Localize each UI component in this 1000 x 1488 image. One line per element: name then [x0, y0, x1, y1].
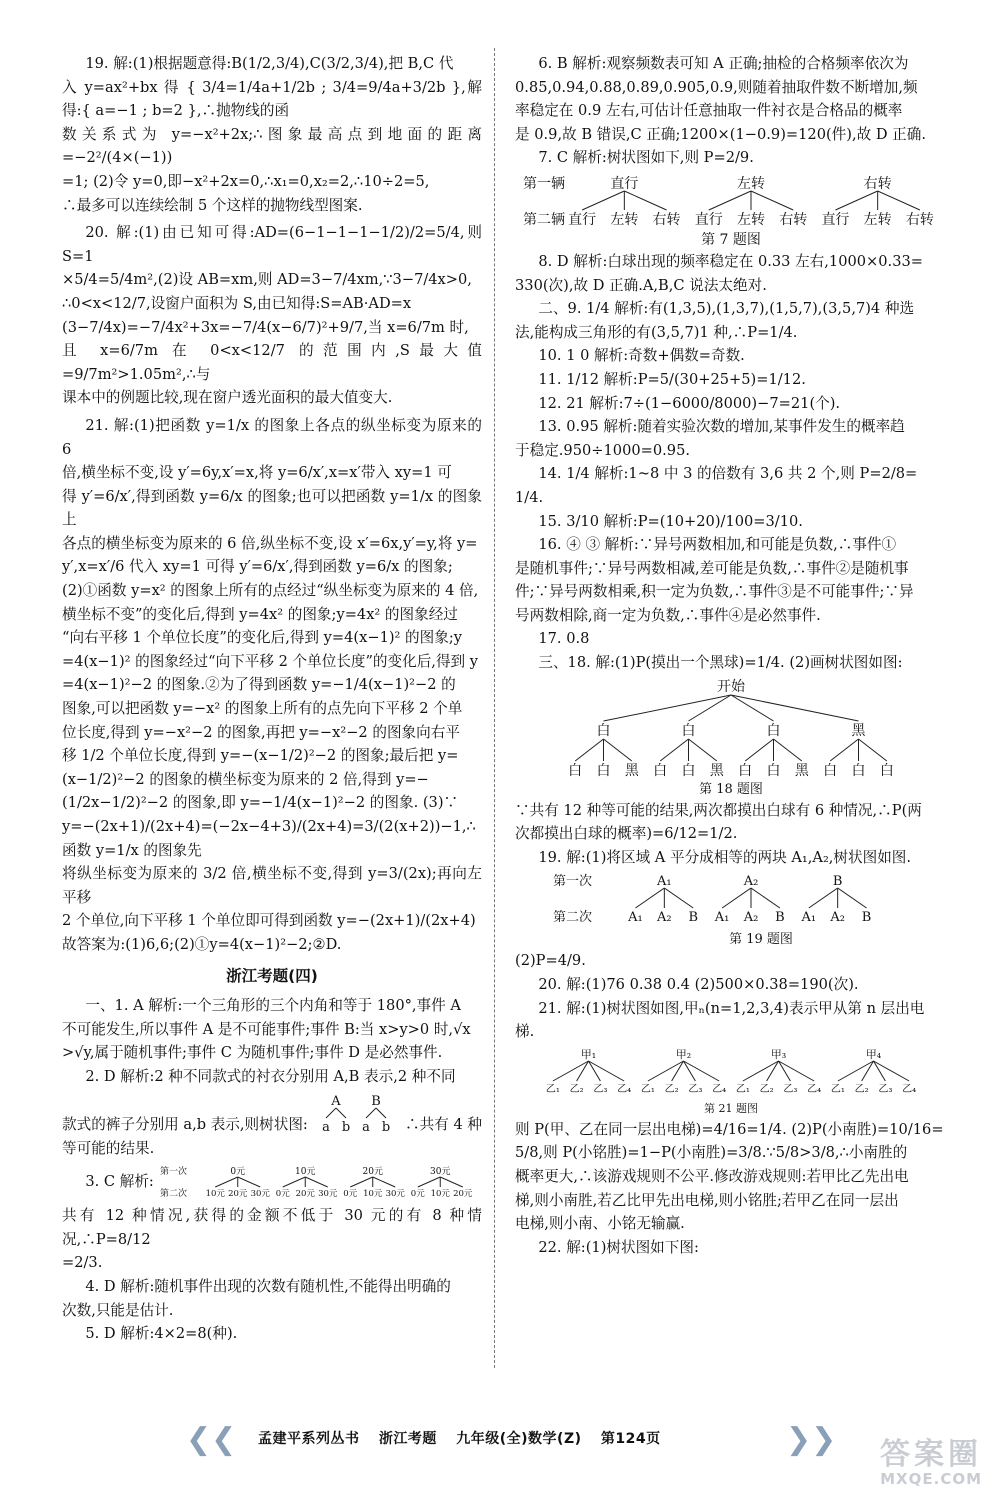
- text-line: 数关系式为 y=−x²+2x;∴图象最高点到地面的距离=−2²/(4×(−1)): [62, 125, 482, 167]
- solution-20: [62, 221, 482, 410]
- text-line: (x−1/2)²−2 的图象的横坐标变为原来的 2 倍,得到 y=−: [62, 770, 429, 788]
- tree-node: 甲₄: [865, 1047, 882, 1061]
- solution-21-right: [515, 997, 947, 1236]
- tree-leaf: 右转: [905, 211, 934, 228]
- tree-branch: [838, 1061, 874, 1081]
- text-line: 梯,则小南胜,若乙比甲先出电梯,则小铭胜;若甲乙在同一层出: [515, 1191, 899, 1209]
- tree-branch: [722, 888, 751, 908]
- tree-leaf: 0元: [410, 1189, 425, 1200]
- text-line: ∴最多可以连续绘制 5 个这样的抛物线型图案.: [62, 196, 363, 214]
- tree-leaf: 0元: [343, 1189, 358, 1200]
- solution-20-right: 20. 解:(1)76 0.38 0.4 (2)500×0.38=190(次).: [538, 976, 859, 994]
- solution-18: [515, 651, 947, 846]
- tree-branch: [648, 1061, 684, 1081]
- solution-21: [62, 414, 482, 957]
- tree-leaf: 直行: [568, 211, 597, 228]
- tree-branch: [336, 1108, 346, 1118]
- tree-root: 开始: [717, 678, 745, 695]
- text-line: 19. 解:(1)将区域 A 平分成相等的两块 A₁,A₂,树状图如图.: [538, 848, 912, 866]
- text-line: 5/8,则 P(小铭胜)=1−P(小南胜)=3/8.∵5/8>3/8,∴小南胜的: [515, 1144, 908, 1162]
- text-line: 将纵坐标变为原来的 3/2 倍,横坐标不变,得到 y=3/(2x);再向左平移: [62, 865, 482, 906]
- tree-leaf: 左转: [737, 211, 765, 228]
- tree-branch: [440, 1177, 463, 1187]
- text-line: 概率更大,∴该游戏规则不公平.修改游戏规则:若甲比乙先出电: [515, 1168, 909, 1185]
- text-line: =2/3.: [62, 1254, 103, 1272]
- tree-leaf: a: [362, 1119, 371, 1135]
- left-column: [62, 52, 482, 1346]
- text-line: ×5/4=5/4m²,(2)设 AB=xm,则 AD=3−7/4xm,∵3−7/4x>0,: [62, 271, 472, 289]
- tree-branch: [684, 1061, 720, 1081]
- tree-leaf: 10元: [363, 1189, 383, 1200]
- tree-leaf: 乙₃: [878, 1083, 893, 1095]
- text-line: 330(次),故 D 正确.A,B,C 说法太绝对.: [515, 276, 767, 294]
- tree-leaf: 乙₃: [783, 1083, 798, 1095]
- watermark-line1: 答案圈: [880, 1437, 982, 1472]
- tree-leaf: A₁: [801, 910, 817, 926]
- solution-9: [515, 297, 947, 344]
- tree-leaf: 黑: [794, 762, 809, 779]
- tree-leaf: A₁: [628, 910, 643, 926]
- solution-12: 12. 21 解析:7÷(1−6000/8000)−7=21(个).: [538, 394, 841, 412]
- tree-leaf: 20元: [295, 1189, 315, 1200]
- tree-branch: [751, 888, 780, 908]
- page-number: 第124页: [600, 1431, 661, 1447]
- tree-node: 30元: [429, 1167, 451, 1178]
- text-line: ∴0<x<12/7,设窗户面积为 S,由已知得:S=AB·AD=x: [62, 294, 412, 312]
- tree-leaf: 黑: [624, 762, 639, 779]
- section-title: 浙江考题(四): [226, 966, 318, 985]
- text-line: (2)①函数 y=x² 的图象上所有的点经过“纵坐标变为原来的 4 倍,: [62, 582, 479, 600]
- text-line: 1/4.: [515, 488, 544, 506]
- tree-leaf: 20元: [228, 1189, 248, 1200]
- text-line: 电梯,则小南、小铭无输赢.: [515, 1215, 685, 1233]
- tree-branch: [835, 191, 877, 210]
- text-line: 率稳定在 0.9 左右,可估计任意抽取一件衬衣是合格品的概率: [515, 102, 903, 120]
- text-line: 法,能构成三角形的有(3,5,7)1 种,∴P=1/4.: [515, 323, 798, 341]
- tree-leaf: 30元: [318, 1189, 338, 1200]
- text-line: “向右平移 1 个单位长度”的变化后,得到 y=4(x−1)² 的图象;y: [62, 629, 462, 647]
- tree-leaf: 0元: [275, 1189, 290, 1200]
- tree-leaf: A₁: [714, 910, 730, 926]
- text-line: 2. D 解析:2 种不同款式的衬衣分别用 A,B 表示,2 种不同: [85, 1067, 456, 1085]
- text-line: (2)P=4/9.: [515, 952, 586, 970]
- watermark-line2: MXQE.COM: [880, 1470, 982, 1488]
- text-line: 6. B 解析:观察频数表可知 A 正确;抽检的合格频率依次为: [538, 55, 909, 72]
- text-line: (3−7/4x)=−7/4x²+3x=−7/4(x−6/7)²+9/7,当 x=6/7m 时,: [62, 318, 469, 336]
- tree-leaf: 10元: [205, 1189, 225, 1200]
- solution-3-conclusion: [62, 1204, 482, 1275]
- tree-leaf: a: [322, 1119, 331, 1135]
- tree-branch: [689, 739, 717, 761]
- tree-branch: [635, 888, 664, 908]
- solution-4: [62, 1275, 482, 1322]
- text-line: 课本中的例题比较,现在窗户透光面积的最大值变大.: [62, 389, 393, 407]
- solution-8: [515, 250, 947, 297]
- tree-diagram-q21: [531, 1046, 931, 1116]
- tree-row-label: 第二辆: [523, 211, 565, 228]
- text-line: 不可能发生,所以事件 A 是不可能事件;事件 B:当 x>y>0 时,√x: [62, 1020, 471, 1038]
- text-line: 8. D 解析:白球出现的频率稳定在 0.33 左右,1000×0.33=: [538, 252, 923, 270]
- solution-2: [62, 1065, 482, 1160]
- tree-leaf: B: [775, 910, 785, 926]
- solution-14: [515, 462, 947, 509]
- tree-branch: [779, 1061, 815, 1081]
- text-line: 2 个单位,向下平移 1 个单位即可得到函数 y=−(2x+1)/(2x+4): [62, 912, 476, 930]
- column-divider: [494, 48, 495, 1368]
- text-line: 图象,可以把函数 y=−x² 的图象上所有的点先向下平移 2 个单: [62, 700, 463, 718]
- text-line: 13. 0.95 解析:随着实验次数的增加,某事件发生的概率趋: [538, 418, 905, 436]
- tree-diagram-q19: [551, 871, 911, 947]
- figure-caption: 第 21 题图: [704, 1101, 758, 1115]
- tree-branch: [624, 191, 666, 210]
- solution-17: 17. 0.8: [538, 630, 590, 648]
- tree-leaf: 乙₂: [759, 1083, 774, 1095]
- tree-branch: [326, 1108, 336, 1118]
- tree-branch: [751, 191, 793, 210]
- text-line: 7. C 解析:树状图如下,则 P=2/9.: [538, 149, 754, 167]
- solution-6: [515, 52, 947, 146]
- solution-19-right: [515, 846, 947, 973]
- tree-leaf: 乙₄: [617, 1083, 632, 1095]
- tree-diagram-q3: [158, 1162, 478, 1202]
- solution-11: 11. 1/12 解析:P=5/(30+25+5)=1/12.: [538, 370, 806, 388]
- tree-leaf: 白: [879, 762, 894, 779]
- tree-branch: [604, 739, 632, 761]
- tree-leaf: 直行: [821, 211, 850, 228]
- tree-diagram-q18: [551, 677, 911, 797]
- text-line: 16. ④ ③ 解析:∵异号两数相加,和可能是负数,∴事件①: [538, 536, 897, 554]
- text-line: 故答案为:(1)6,6;(2)①y=4(x−1)²−2;②D.: [62, 935, 342, 953]
- tree-node: 白: [766, 722, 781, 739]
- text-line: 是随机事件;∵异号两数相减,差可能是负数,∴事件②是随机事: [515, 559, 909, 577]
- tree-node: 甲₂: [675, 1047, 692, 1061]
- text-line: 19. 解:(1)根据题意得:B(1/2,3/4),C(3/2,3/4),把 B,C 代: [85, 55, 454, 72]
- solution-3: [62, 1160, 482, 1204]
- tree-branch: [709, 191, 751, 210]
- tree-branch: [582, 191, 624, 210]
- solution-7: [515, 146, 947, 248]
- text-line: 次数,只能是估计.: [62, 1301, 174, 1319]
- tree-node: 黑: [851, 722, 866, 739]
- chevron-right-icon: ❯❯: [786, 1422, 837, 1457]
- tree-branch: [878, 191, 920, 210]
- tree-leaf: A₂: [830, 910, 845, 926]
- tree-branch: [745, 739, 773, 761]
- solution-10: 10. 1 0 解析:奇数+偶数=奇数.: [538, 347, 745, 365]
- text-line: 移 1/2 个单位长度,得到 y=−(x−1/2)²−2 的图象;最后把 y=: [62, 747, 459, 765]
- text-line: 得 y′=6/x′,得到函数 y=6/x 的图象;也可以把函数 y=1/x 的图象上: [62, 487, 482, 529]
- tree-leaf: 白: [851, 762, 866, 779]
- tree-branch: [283, 1177, 306, 1187]
- text-line: 3. C 解析:: [85, 1173, 154, 1191]
- tree-row-label: 第二次: [553, 910, 593, 926]
- text-line: 共有 12 种情况,获得的金额不低于 30 元的有 8 种情况,∴P=8/12: [62, 1207, 482, 1248]
- text-line: ∴共有 4 种: [405, 1115, 482, 1133]
- tree-leaf: A₂: [657, 910, 672, 926]
- tree-branch: [366, 1108, 376, 1118]
- text-line: 横坐标不变”的变化后,得到 y=4x² 的图象;y=4x² 的图象经过: [62, 605, 458, 623]
- text-line: (1/2x−1/2)²−2 的图象,即 y=−1/4(x−1)²−2 的图象. (3)∵: [62, 794, 459, 812]
- tree-branch: [838, 888, 867, 908]
- tree-leaf: 乙₃: [593, 1083, 608, 1095]
- footer-grade: 九年级(全)数学(Z): [456, 1431, 582, 1447]
- text-line: 倍,横坐标不变,设 y′=6y,x′=x,将 y=6/x′,x=x′带入 xy=1 可: [62, 464, 452, 482]
- tree-row-label: 第一次: [159, 1167, 187, 1178]
- text-line: 二、9. 1/4 解析:有(1,3,5),(1,3,7),(1,5,7),(3,5,7)4 种选: [538, 300, 915, 318]
- text-line: ∵共有 12 种等可能的结果,两次都摸出白球有 6 种情况,∴P(两: [515, 801, 922, 819]
- tree-branch: [350, 1177, 373, 1187]
- tree-diagram-q7: [521, 172, 941, 248]
- text-line: 号两数相除,商一定为负数,∴事件④是必然事件.: [515, 606, 821, 624]
- tree-leaf: 白: [766, 762, 781, 779]
- text-line: >√y,属于随机事件;事件 C 为随机事件;事件 D 是必然事件.: [62, 1044, 443, 1062]
- tree-leaf: 右转: [652, 211, 681, 228]
- tree-leaf: b: [342, 1119, 351, 1135]
- tree-branch: [809, 888, 838, 908]
- text-line: 入 y=ax²+bx 得 { 3/4=1/4a+1/2b ; 3/4=9/4a+3/2b },解得:{ a=−1 ; b=2 },∴抛物线的函: [62, 78, 482, 120]
- tree-leaf: 乙₄: [807, 1083, 822, 1095]
- tree-leaf: 乙₁: [545, 1083, 560, 1095]
- tree-node: A₂: [743, 874, 759, 890]
- tree-branch: [660, 739, 688, 761]
- tree-branch: [830, 739, 858, 761]
- tree-node: 右转: [863, 175, 892, 192]
- tree-node: A₁: [657, 874, 672, 890]
- right-column: [515, 52, 947, 1259]
- tree-branch: [743, 1061, 779, 1081]
- text-line: 三、18. 解:(1)P(摸出一个黑球)=1/4. (2)画树状图如图:: [538, 654, 903, 672]
- text-line: 一、1. A 解析:一个三角形的三个内角和等于 180°,事件 A: [85, 997, 461, 1015]
- tree-leaf: 黑: [709, 762, 724, 779]
- solution-1: [62, 994, 482, 1065]
- tree-leaf: 乙₁: [830, 1083, 845, 1095]
- tree-leaf: 乙₃: [688, 1083, 703, 1095]
- solution-15: 15. 3/10 解析:P=(10+20)/100=3/10.: [538, 512, 803, 530]
- text-line: 各点的横坐标变为原来的 6 倍,纵坐标不变,设 x′=6x,y′=y,将 y=: [62, 534, 478, 552]
- tree-node: 甲₃: [770, 1047, 787, 1061]
- tree-branch: [238, 1177, 261, 1187]
- tree-leaf: 10元: [430, 1189, 450, 1200]
- text-line: 件;∵异号两数相乘,积一定为负数,∴事件③是不可能事件;∵异: [515, 583, 914, 601]
- figure-caption: 第 19 题图: [729, 932, 793, 948]
- tree-leaf: 左转: [863, 211, 892, 228]
- tree-node: 直行: [610, 175, 639, 192]
- tree-row-label: 第一辆: [523, 175, 565, 192]
- tree-leaf: 白: [823, 762, 838, 779]
- tree-branch: [589, 1061, 625, 1081]
- tree-node: B: [832, 874, 843, 890]
- tree-leaf: 白: [568, 762, 583, 779]
- solution-13: [515, 415, 947, 462]
- tree-node: 白: [681, 722, 696, 739]
- tree-leaf: 白: [596, 762, 611, 779]
- figure-caption: 第 7 题图: [701, 231, 761, 248]
- footer-book: 浙江考题: [378, 1431, 437, 1447]
- tree-leaf: 乙₂: [854, 1083, 869, 1095]
- tree-leaf: 左转: [610, 211, 639, 228]
- solution-16: [515, 533, 947, 627]
- tree-branch: [553, 1061, 589, 1081]
- tree-row-label: 第一次: [553, 874, 593, 890]
- text-line: 且 x=6/7m 在 0<x<12/7 的范围内,S最大值=9/7m²>1.05m²,∴与: [62, 342, 482, 383]
- text-line: 梯.: [515, 1023, 535, 1041]
- tree-node: B: [371, 1093, 382, 1109]
- text-line: y′,x=x′/6 代入 xy=1 可得 y′=6/x′,得到函数 y=6/x 的图象;: [62, 558, 453, 576]
- tree-branch: [215, 1177, 238, 1187]
- text-line: 21. 解:(1)树状图如图,甲ₙ(n=1,2,3,4)表示甲从第 n 层出电: [538, 999, 925, 1017]
- chevron-left-icon: ❮❮: [186, 1422, 237, 1457]
- tree-branch: [859, 739, 887, 761]
- tree-leaf: 乙₂: [569, 1083, 584, 1095]
- text-line: 21. 解:(1)把函数 y=1/x 的图象上各点的纵坐标变为原来的 6: [62, 416, 482, 458]
- tree-leaf: 乙₄: [712, 1083, 727, 1095]
- text-line: =4(x−1)²−2 的图象.②为了得到函数 y=−1/4(x−1)²−2 的: [62, 676, 456, 694]
- solution-22: 22. 解:(1)树状图如下图:: [538, 1238, 699, 1256]
- text-line: 则 P(甲、乙在同一层出电梯)=4/16=1/4. (2)P(小南胜)=10/16=: [515, 1120, 944, 1138]
- text-line: 4. D 解析:随机事件出现的次数有随机性,不能得出明确的: [85, 1277, 451, 1295]
- tree-node: 甲₁: [580, 1047, 597, 1061]
- text-line: 0.85,0.94,0.88,0.89,0.905,0.9,则随着抽取件数不断增加,频: [515, 78, 918, 96]
- text-line: 款式的裤子分别用 a,b 表示,则树状图:: [62, 1115, 308, 1133]
- tree-leaf: 乙₂: [664, 1083, 679, 1095]
- text-line: 位长度,得到 y=−x²−2 的图象,再把 y=−x²−2 的图象向右平: [62, 723, 460, 741]
- figure-caption: 第 18 题图: [699, 781, 763, 797]
- tree-leaf: 白: [681, 762, 696, 779]
- tree-leaf: 乙₁: [640, 1083, 655, 1095]
- text-line: 于稳定.950÷1000=0.95.: [515, 441, 691, 459]
- tree-leaf: 乙₁: [735, 1083, 750, 1095]
- text-line: =1; (2)令 y=0,即−x²+2x=0,∴x₁=0,x₂=2,∴10÷2=5,: [62, 172, 430, 190]
- tree-leaf: 30元: [250, 1189, 270, 1200]
- text-line: =4(x−1)² 的图象经过“向下平移 2 个单位长度”的变化后,得到 y: [62, 652, 479, 670]
- tree-leaf: 乙₄: [902, 1083, 917, 1095]
- tree-leaf: B: [688, 910, 699, 926]
- tree-leaf: 右转: [779, 211, 808, 228]
- watermark-logo: [782, 1437, 982, 1488]
- tree-branch: [575, 739, 603, 761]
- text-line: 20. 解:(1)由已知可得:AD=(6−1−1−1−1/2)/2=5/4,则 S=1: [62, 224, 482, 265]
- text-line: 14. 1/4 解析:1~8 中 3 的倍数有 3,6 共 2 个,则 P=2/8=: [538, 465, 918, 483]
- tree-leaf: b: [382, 1119, 391, 1135]
- tree-row-label: 第二次: [159, 1189, 187, 1200]
- tree-leaf: 直行: [694, 211, 723, 228]
- tree-branch: [373, 1177, 396, 1187]
- tree-node: 20元: [362, 1167, 383, 1178]
- solution-19: [62, 52, 482, 217]
- tree-branch: [774, 739, 802, 761]
- tree-leaf: B: [861, 910, 872, 926]
- text-line: y=−(2x+1)/(2x+4)=(−2x−4+3)/(2x+4)=3/(2(x+2))−1,∴函数 y=1/x 的图象先: [62, 818, 476, 859]
- tree-branch: [604, 695, 732, 721]
- tree-branch: [664, 888, 693, 908]
- tree-node: 10元: [294, 1167, 316, 1178]
- footer-series: 孟建平系列丛书: [258, 1431, 360, 1447]
- tree-leaf: A₂: [743, 910, 759, 926]
- tree-branch: [874, 1061, 910, 1081]
- text-line: 是 0.9,故 B 错误,C 正确;1200×(1−0.9)=120(件),故 D 正确.: [515, 125, 926, 143]
- tree-leaf: 白: [653, 762, 668, 779]
- text-line: 次都摸出白球的概率)=6/12=1/2.: [515, 825, 738, 843]
- footer-text: [258, 1428, 675, 1448]
- text-line: 5. D 解析:4×2=8(种).: [85, 1325, 238, 1343]
- text-line: 等可能的结果.: [62, 1139, 155, 1157]
- tree-leaf: 20元: [453, 1189, 473, 1200]
- tree-node: 0元: [230, 1167, 246, 1178]
- tree-branch: [418, 1177, 441, 1187]
- tree-node: 左转: [737, 175, 765, 192]
- tree-branch: [305, 1177, 328, 1187]
- solution-5: [62, 1322, 482, 1346]
- tree-leaf: 30元: [385, 1189, 405, 1200]
- tree-diagram-q2: [316, 1091, 396, 1135]
- tree-node: A: [331, 1093, 342, 1109]
- tree-leaf: 白: [738, 762, 753, 779]
- tree-branch: [731, 695, 859, 721]
- tree-node: 白: [596, 722, 611, 739]
- tree-branch: [376, 1108, 386, 1118]
